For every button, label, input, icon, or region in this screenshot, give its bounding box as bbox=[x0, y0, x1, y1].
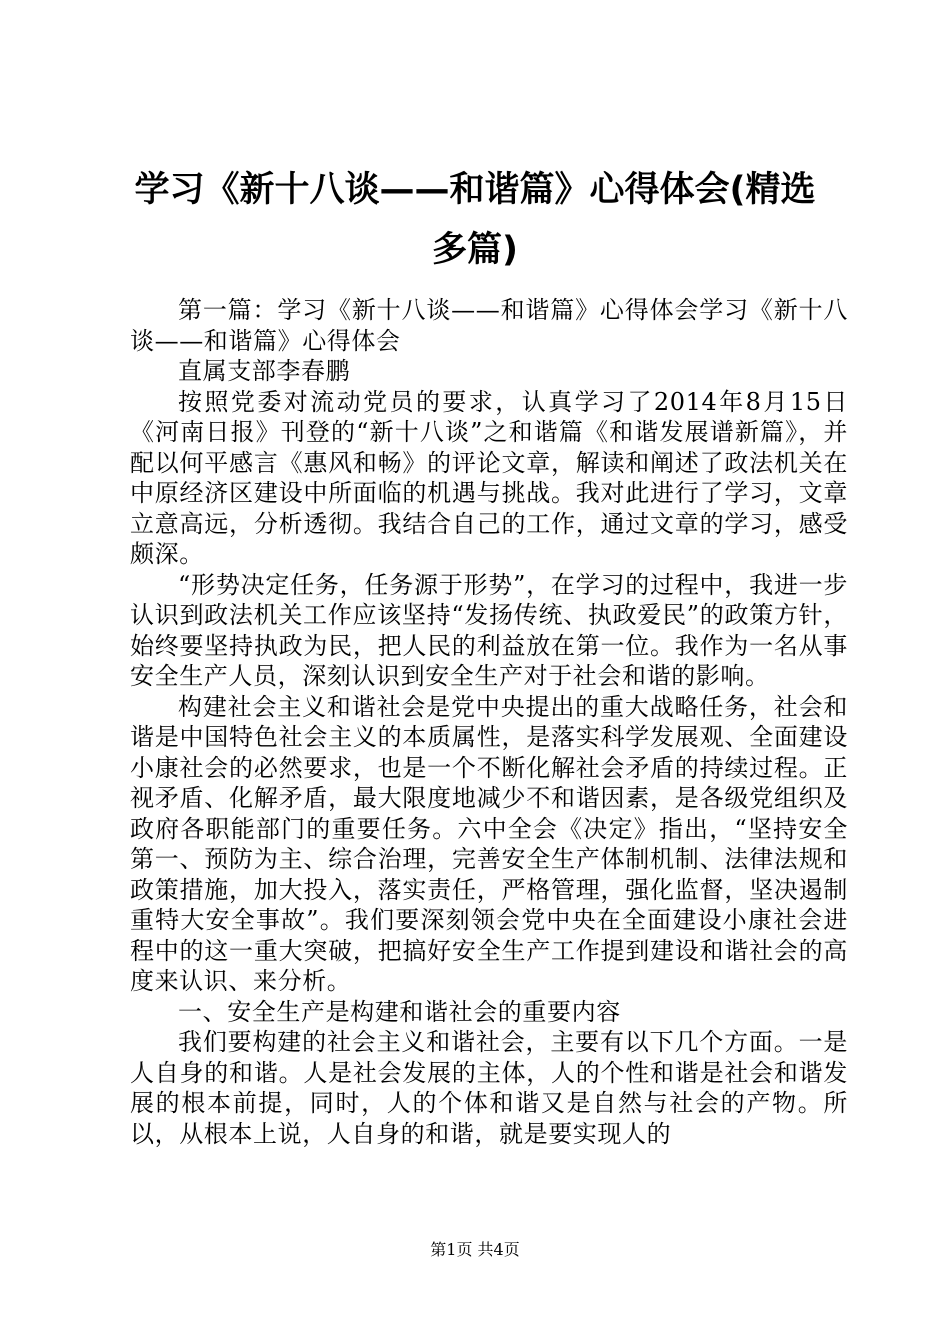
paragraph: 按照党委对流动党员的要求，认真学习了2014年8月15日《河南日报》刊登的“新十八谈”之和谐篇《和谐发展谱新篇》，并配以何平感言《惠风和畅》的评论文章，解读和阐述了政法机关在中原经济区建设中所面临的机遇与挑战。我对此进行了学习，文章立意高远，分析透彻。我结合自己的工作，通过文章的学习，感受颇深。 bbox=[130, 387, 848, 568]
paragraph: 我们要构建的社会主义和谐社会，主要有以下几个方面。一是人自身的和谐。人是社会发展的主体，人的个性和谐是社会和谐发展的根本前提，同时，人的个体和谐又是自然与社会的产物。所以，从根本上说，人自身的和谐，就是要实现人的 bbox=[130, 1028, 848, 1148]
paragraph: 构建社会主义和谐社会是党中央提出的重大战略任务，社会和谐是中国特色社会主义的本质属性，是落实科学发展观、全面建设小康社会的必然要求，也是一个不断化解社会矛盾的持续过程。正视矛盾、化解矛盾，最大限度地减少不和谐因素，是各级党组织及政府各职能部门的重要任务。六中全会《决定》指出，“坚持安全第一、预防为主、综合治理，完善安全生产体制机制、法律法规和政策措施，加大投入，落实责任，严格管理，强化监督，坚决遏制重特大安全事故”。我们要深刻领会党中央在全面建设小康社会进程中的这一重大突破，把搞好安全生产工作提到建设和谐社会的高度来认识、来分析。 bbox=[130, 692, 848, 995]
page-number-footer: 第1页 共4页 bbox=[430, 1240, 520, 1259]
title-line-2: 多篇) bbox=[432, 230, 518, 270]
paragraph-author: 直属支部李春鹏 bbox=[178, 357, 351, 385]
title-line-1: 学习《新十八谈——和谐篇》心得体会(精选 bbox=[134, 170, 816, 210]
paragraph: “形势决定任务，任务源于形势”，在学习的过程中，我进一步认识到政法机关工作应该坚持“发扬传统、执政爱民”的政策方针，始终要坚持执政为民，把人民的利益放在第一位。我作为一名从事安全生产人员，深刻认识到安全生产对于社会和谐的影响。 bbox=[130, 570, 848, 690]
document-body bbox=[130, 295, 848, 1149]
document-title bbox=[100, 160, 850, 280]
paragraph-subheading: 一、安全生产是构建和谐社会的重要内容 bbox=[178, 997, 621, 1026]
paragraph-section-heading: 第一篇：学习《新十八谈——和谐篇》心得体会学习《新十八谈——和谐篇》心得体会 bbox=[130, 296, 848, 355]
